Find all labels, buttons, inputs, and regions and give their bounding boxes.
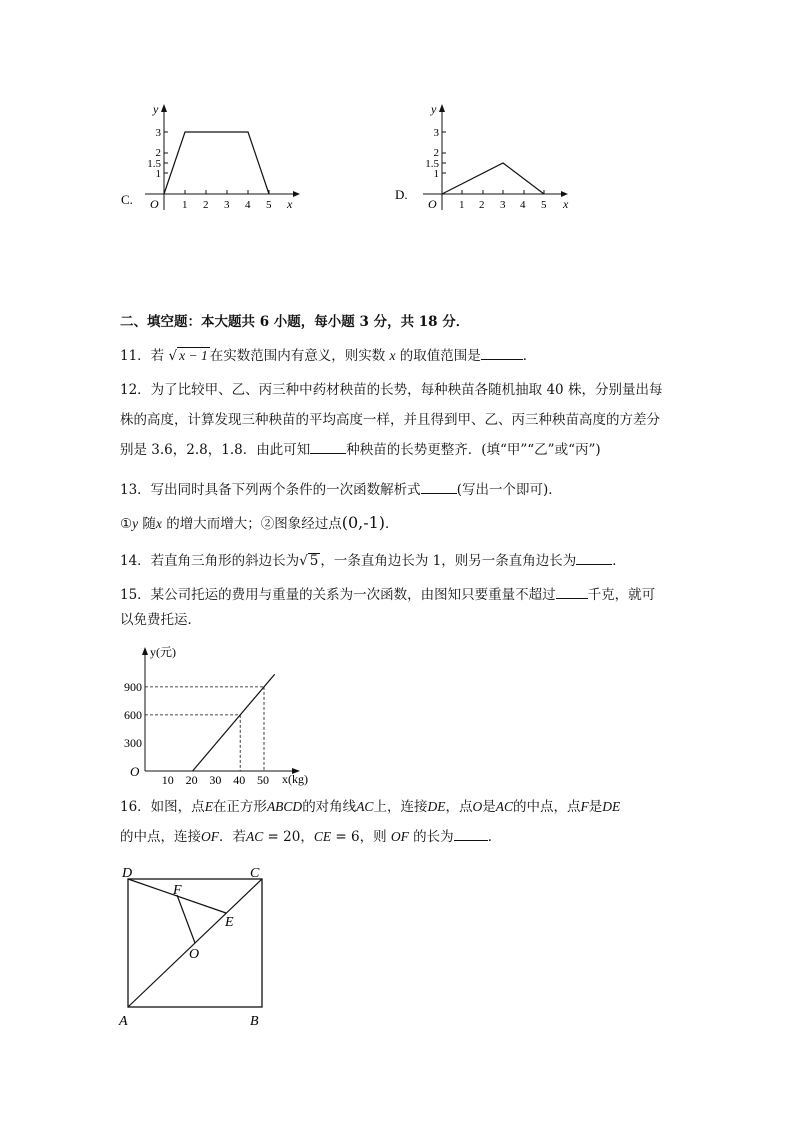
q16-var: F	[580, 799, 589, 814]
q16-var: E	[204, 799, 213, 814]
label-o: O	[189, 947, 200, 962]
svg-text:4: 4	[245, 199, 251, 211]
y-arrow-icon	[142, 647, 148, 655]
square-figure	[115, 862, 275, 1032]
q16-var: O	[472, 799, 483, 814]
label-b: B	[250, 1014, 259, 1029]
y-ticks	[164, 132, 168, 173]
q16-var: ABCD	[266, 799, 303, 814]
graph-option-c	[115, 100, 305, 215]
q15-line1-prefix: 15．某公司托运的费用与重量的关系为一次函数，由图知只要重量不超过	[120, 587, 556, 603]
x-tick-label: 20	[185, 773, 198, 786]
question-11	[120, 345, 536, 366]
q16-text: 的中点，点	[512, 799, 581, 815]
q16-var: OF	[201, 829, 219, 844]
label-f: F	[173, 883, 182, 898]
q13-cond1-var-y: y	[132, 516, 139, 531]
q13-point: (0,-1)	[341, 513, 386, 532]
q13-prefix: 13．写出同时具备下列两个条件的一次函数解析式	[120, 482, 421, 498]
q16-text: 的中点，连接	[120, 829, 201, 845]
q16-end: ．	[487, 829, 502, 845]
svg-text:2: 2	[433, 147, 439, 159]
q16-text: 的长为	[408, 829, 454, 845]
question-12-line2: 株的高度，计算发现三种秧苗的平均高度一样，并且得到甲、乙、丙三种秧苗高度的方差分	[120, 412, 660, 428]
series-line	[193, 674, 275, 771]
q12-line3-prefix: 别是 3.6，2.8，1.8．由此可知	[120, 442, 311, 458]
svg-text:1: 1	[182, 199, 188, 211]
q13-cond1-var-x: x	[155, 516, 162, 531]
q14-prefix: 14．若直角三角形的斜边长为	[120, 553, 300, 569]
q16-text: = 6，则	[331, 829, 391, 845]
x-tick-label: 10	[161, 773, 174, 786]
q13-end: ．	[385, 516, 399, 532]
x-tick-label: 40	[233, 773, 246, 786]
label-d: D	[122, 866, 133, 881]
q11-middle: 在实数范围内有意义，则实数	[209, 348, 386, 364]
q16-text: 在正方形	[212, 799, 267, 815]
svg-text:1: 1	[459, 199, 465, 211]
svg-text:3: 3	[500, 199, 506, 211]
q12-line3-suffix: 种秧苗的长势更整齐．(填“甲”“乙”或“丙”)	[346, 442, 601, 458]
graph-c-line	[164, 132, 269, 194]
graph-d-line	[442, 163, 544, 194]
x-axis-label: x(kg)	[282, 772, 308, 786]
q16-var: AC	[356, 799, 374, 814]
q16-answer-blank[interactable]	[454, 826, 488, 841]
question-16-line1	[120, 797, 620, 817]
y-axis-label: y	[431, 102, 437, 116]
svg-text:1.5: 1.5	[147, 158, 161, 170]
label-a: A	[119, 1014, 128, 1029]
q13-cond2-text: 图象经过点	[274, 516, 342, 532]
q11-prefix: 11．若	[120, 348, 165, 364]
segment-of	[177, 895, 195, 943]
question-13-conditions	[120, 513, 399, 534]
origin-label: O	[150, 197, 159, 211]
y-tick-label: 900	[124, 679, 142, 694]
svg-text:2: 2	[479, 199, 485, 211]
x-ticks	[462, 190, 544, 194]
question-12-line3	[120, 439, 601, 460]
q16-var: DE	[602, 799, 621, 814]
q13-cond1-num: ①	[120, 516, 133, 532]
q15-line1-suffix: 千克，就可	[587, 587, 656, 603]
q16-text: = 20，	[263, 829, 314, 845]
y-arrow-icon	[439, 104, 445, 112]
x-tick-label: 30	[209, 773, 222, 786]
q15-answer-blank[interactable]	[556, 584, 588, 599]
q16-text: 是	[482, 799, 496, 815]
q16-var: AC	[246, 829, 264, 844]
svg-text:1: 1	[433, 168, 439, 180]
y-tick-label: 600	[124, 707, 142, 722]
q16-var: OF	[390, 829, 409, 844]
x-tick-labels	[459, 199, 547, 211]
q14-sqrt-sign: √	[299, 553, 308, 569]
q16-var: DE	[427, 799, 446, 814]
svg-text:2: 2	[203, 199, 209, 211]
q11-sqrt-sign: √	[168, 348, 178, 364]
question-15-line1	[120, 584, 655, 605]
svg-text:1.5: 1.5	[425, 158, 439, 170]
option-c-label: C.	[121, 192, 133, 207]
q16-text: ．若	[219, 829, 246, 845]
question-12-line1: 12．为了比较甲、乙、丙三种中药材秧苗的长势，每种秧苗各随机抽取 40 株，分别量出每	[120, 382, 663, 398]
q11-answer-blank[interactable]	[481, 345, 523, 360]
q16-text: 16．如图，点	[120, 799, 205, 815]
y-axis-label: y	[153, 102, 159, 116]
x-axis-label: x	[563, 197, 569, 211]
svg-text:3: 3	[155, 127, 161, 139]
q16-text: 的对角线	[302, 799, 357, 815]
q16-var: AC	[495, 799, 513, 814]
svg-text:3: 3	[433, 127, 439, 139]
question-15-line2: 以免费托运．	[120, 612, 201, 628]
question-13	[120, 479, 562, 500]
q16-text: 是	[588, 799, 603, 815]
svg-text:1: 1	[155, 168, 161, 180]
q11-radicand: x − 1	[179, 348, 208, 363]
q11-suffix: 的取值范围是	[399, 348, 481, 364]
svg-text:2: 2	[155, 147, 161, 159]
q14-answer-blank[interactable]	[576, 550, 612, 565]
q16-var: CE	[313, 829, 332, 844]
q13-answer-blank[interactable]	[421, 479, 457, 494]
label-e: E	[225, 915, 234, 930]
origin-label: O	[428, 197, 437, 211]
svg-text:5: 5	[266, 199, 272, 211]
q14-radicand: 5	[309, 553, 319, 569]
q14-end: ．	[612, 553, 626, 569]
svg-text:3: 3	[224, 199, 230, 211]
q13-cond2-num: ②	[260, 516, 275, 532]
q14-middle: ，一条直角边长为 1，则另一条直角边长为	[320, 553, 577, 569]
label-c: C	[250, 866, 260, 881]
x-axis-label: x	[287, 197, 293, 211]
q11-var: x	[389, 348, 396, 363]
y-tick-labels	[147, 127, 161, 180]
section-title: 二、填空题：本大题共 6 小题，每小题 3 分，共 18 分．	[120, 314, 470, 330]
option-d-label: D.	[395, 187, 408, 202]
q13-cond1-text: 的增大而增大；	[161, 516, 261, 532]
freight-cost-chart	[120, 643, 320, 786]
y-tick-labels	[425, 127, 439, 180]
y-tick-label: 300	[124, 735, 142, 750]
x-arrow-icon	[293, 191, 300, 197]
x-tick-label: 50	[257, 773, 269, 786]
y-arrow-icon	[161, 104, 167, 112]
q16-text: ，点	[445, 799, 473, 815]
x-ticks	[185, 190, 269, 194]
origin-label: O	[130, 764, 140, 779]
q13-cond1-mid: 随	[138, 516, 156, 532]
question-16-line2	[120, 826, 501, 847]
question-14	[120, 550, 626, 571]
y-axis-label: y(元)	[150, 645, 176, 659]
svg-text:4: 4	[520, 199, 526, 211]
svg-text:5: 5	[541, 199, 547, 211]
q12-answer-blank[interactable]	[310, 439, 346, 454]
q13-suffix: (写出一个即可)．	[456, 482, 562, 498]
graph-option-d	[393, 100, 583, 215]
y-ticks	[442, 132, 446, 173]
x-tick-labels	[182, 199, 272, 211]
q11-end: ．	[522, 348, 537, 364]
q16-text: 上，连接	[373, 799, 428, 815]
